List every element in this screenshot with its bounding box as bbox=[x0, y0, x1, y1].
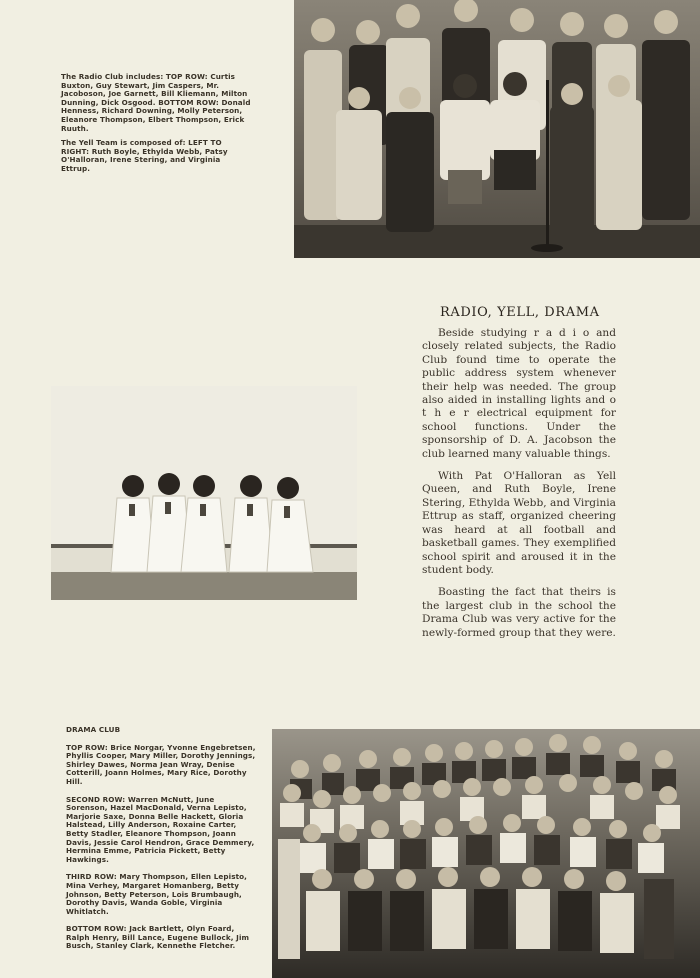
radio-club-photo bbox=[294, 0, 700, 258]
drama-third-row: THIRD ROW: Mary Thompson, Ellen Lepisto, Mina Verhey, Margaret Homanberg, Betty Johnson, Betty Peterson, Lois Brumbaugh, Dorothy Davis, Wanda Goble, Virginia Whitlatch. bbox=[66, 872, 247, 916]
article-heading: RADIO, YELL, DRAMA bbox=[440, 305, 600, 320]
yell-team-photo bbox=[51, 386, 357, 600]
drama-second-row: SECOND ROW: Warren McNutt, June Sorenson, Hazel MacDonald, Verna Lepisto, Marjorie Saxe, Donna Belle Hackett, Gloria Halstead, Lilly Anderson, Roxaine Carter, Betty Stadler, Eleanore Thompson, Joann Davis, Jessie Carol Hendron, Grace Demmery, Hermina Emme, Patricia Pickett, Betty Hawkings. bbox=[66, 794, 255, 864]
drama-club-paragraph: Boasting the fact that theirs is the largest club in the school the Drama Club was very active for the newly-formed group that they were. bbox=[422, 586, 616, 639]
drama-top-row: TOP ROW: Brice Norgar, Yvonne Engebretsen, Phyllis Cooper, Mary Miller, Dorothy Jennings, Shirley Dawes, Norma Jean Wray, Denise Cotterill, Joann Holmes, Mary Rice, Dorothy Hill. bbox=[66, 742, 256, 786]
radio-club-members: The Radio Club includes: TOP ROW: Curtis Buxton, Guy Stewart, Jim Caspers, Mr. Jacoboson, Joe Garnett, Bill Kliemann, Milton Dunning, Dick Osgood. BOTTOM ROW: Donald Henness, Richard Downing, Molly Peterson, Eleanore Thompson, Elbert Thompson, Erick Ruuth. bbox=[61, 72, 251, 133]
drama-club-caption bbox=[66, 726, 256, 960]
yell-team-paragraph: With Pat O'Halloran as Yell Queen, and Ruth Boyle, Irene Stering, Ethylda Webb, and Virginia Ettrup as staff, organized cheering was heard at all football and basketball games. They exemplified school spirit and aroused it in the student body. bbox=[422, 470, 616, 576]
drama-bottom-row: BOTTOM ROW: Jack Bartlett, Olyn Foard, Ralph Henry, Bill Lance, Eugene Bullock, Jim Busch, Stanley Clark, Kennethe Fletcher. bbox=[66, 924, 250, 951]
radio-club-paragraph: Beside studying r a d i o and closely related subjects, the Radio Club found time to operate the public address system whenever their help was needed. The group also aided in installing lights and o t h e r electrical equipment for school functions. Under the sponsorship of D. A. Jacobson the club learned many valuable things. bbox=[422, 327, 616, 460]
drama-club-title: DRAMA CLUB bbox=[66, 725, 121, 734]
radio-yell-caption bbox=[61, 73, 251, 180]
yell-team-members: The Yell Team is composed of: LEFT TO RIGHT: Ruth Boyle, Ethylda Webb, Patsy O'Halloran, Irene Stering, and Virginia Ettrup. bbox=[61, 138, 228, 173]
drama-club-photo bbox=[272, 729, 700, 978]
article-body bbox=[422, 327, 616, 649]
